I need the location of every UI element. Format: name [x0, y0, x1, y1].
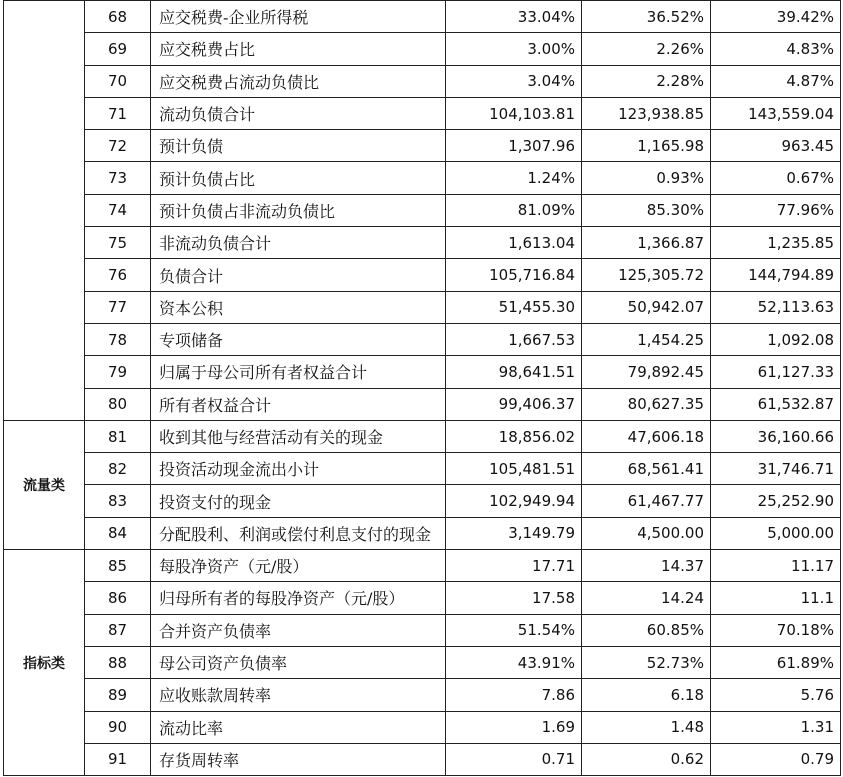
- value-cell-col1: 7.86: [446, 679, 582, 711]
- value-cell-col3: 1,235.85: [711, 227, 841, 259]
- value-cell-col1: 104,103.81: [446, 97, 582, 129]
- row-number-cell: 72: [85, 130, 151, 162]
- row-number-cell: 78: [85, 323, 151, 355]
- value-cell-col2: 4,500.00: [582, 517, 711, 549]
- value-cell-col3: 0.79: [711, 743, 841, 775]
- item-name-cell: 应收账款周转率: [151, 679, 446, 711]
- value-cell-col3: 25,252.90: [711, 485, 841, 517]
- row-number-cell: 82: [85, 453, 151, 485]
- item-name-cell: 专项储备: [151, 323, 446, 355]
- value-cell-col1: 1,613.04: [446, 227, 582, 259]
- value-cell-col2: 80,627.35: [582, 388, 711, 420]
- value-cell-col1: 3.00%: [446, 33, 582, 65]
- row-number-cell: 87: [85, 614, 151, 646]
- value-cell-col3: 0.67%: [711, 162, 841, 194]
- value-cell-col1: 51.54%: [446, 614, 582, 646]
- value-cell-col2: 60.85%: [582, 614, 711, 646]
- row-number-cell: 81: [85, 420, 151, 452]
- item-name-cell: 分配股利、利润或偿付利息支付的现金: [151, 517, 446, 549]
- value-cell-col2: 68,561.41: [582, 453, 711, 485]
- table-row: [4, 65, 841, 97]
- value-cell-col2: 1,366.87: [582, 227, 711, 259]
- row-number-cell: 79: [85, 356, 151, 388]
- table-row: [4, 420, 841, 452]
- category-cell: 流量类: [4, 420, 85, 549]
- value-cell-col1: 3,149.79: [446, 517, 582, 549]
- item-name-cell: 预计负债占比: [151, 162, 446, 194]
- table-row: [4, 517, 841, 549]
- financial-data-table: [3, 0, 841, 776]
- row-number-cell: 73: [85, 162, 151, 194]
- value-cell-col2: 61,467.77: [582, 485, 711, 517]
- table-row: [4, 227, 841, 259]
- table-row: [4, 582, 841, 614]
- value-cell-col1: 102,949.94: [446, 485, 582, 517]
- value-cell-col3: 11.1: [711, 582, 841, 614]
- row-number-cell: 74: [85, 194, 151, 226]
- item-name-cell: 预计负债: [151, 130, 446, 162]
- value-cell-col2: 14.24: [582, 582, 711, 614]
- value-cell-col3: 77.96%: [711, 194, 841, 226]
- row-number-cell: 70: [85, 65, 151, 97]
- item-name-cell: 流动负债合计: [151, 97, 446, 129]
- table-row: [4, 743, 841, 775]
- value-cell-col2: 14.37: [582, 550, 711, 582]
- value-cell-col1: 3.04%: [446, 65, 582, 97]
- value-cell-col2: 79,892.45: [582, 356, 711, 388]
- row-number-cell: 76: [85, 259, 151, 291]
- value-cell-col3: 61.89%: [711, 646, 841, 678]
- value-cell-col3: 11.17: [711, 550, 841, 582]
- value-cell-col1: 43.91%: [446, 646, 582, 678]
- row-number-cell: 91: [85, 743, 151, 775]
- value-cell-col2: 2.28%: [582, 65, 711, 97]
- value-cell-col3: 1,092.08: [711, 323, 841, 355]
- value-cell-col3: 31,746.71: [711, 453, 841, 485]
- item-name-cell: 每股净资产（元/股）: [151, 550, 446, 582]
- value-cell-col2: 1,165.98: [582, 130, 711, 162]
- table-row: [4, 97, 841, 129]
- item-name-cell: 资本公积: [151, 291, 446, 323]
- value-cell-col1: 105,716.84: [446, 259, 582, 291]
- value-cell-col2: 2.26%: [582, 33, 711, 65]
- value-cell-col1: 98,641.51: [446, 356, 582, 388]
- item-name-cell: 归母所有者的每股净资产（元/股）: [151, 582, 446, 614]
- table-body: [4, 1, 841, 776]
- value-cell-col2: 50,942.07: [582, 291, 711, 323]
- row-number-cell: 86: [85, 582, 151, 614]
- table-row: [4, 356, 841, 388]
- value-cell-col1: 18,856.02: [446, 420, 582, 452]
- row-number-cell: 69: [85, 33, 151, 65]
- value-cell-col1: 81.09%: [446, 194, 582, 226]
- item-name-cell: 归属于母公司所有者权益合计: [151, 356, 446, 388]
- table-row: [4, 1, 841, 33]
- item-name-cell: 预计负债占非流动负债比: [151, 194, 446, 226]
- item-name-cell: 负债合计: [151, 259, 446, 291]
- value-cell-col2: 85.30%: [582, 194, 711, 226]
- table-row: [4, 614, 841, 646]
- value-cell-col1: 99,406.37: [446, 388, 582, 420]
- row-number-cell: 71: [85, 97, 151, 129]
- item-name-cell: 流动比率: [151, 711, 446, 743]
- item-name-cell: 应交税费占流动负债比: [151, 65, 446, 97]
- value-cell-col3: 61,532.87: [711, 388, 841, 420]
- row-number-cell: 83: [85, 485, 151, 517]
- value-cell-col3: 5,000.00: [711, 517, 841, 549]
- value-cell-col2: 1,454.25: [582, 323, 711, 355]
- item-name-cell: 投资支付的现金: [151, 485, 446, 517]
- row-number-cell: 75: [85, 227, 151, 259]
- row-number-cell: 84: [85, 517, 151, 549]
- row-number-cell: 88: [85, 646, 151, 678]
- table-row: [4, 711, 841, 743]
- value-cell-col3: 70.18%: [711, 614, 841, 646]
- value-cell-col3: 52,113.63: [711, 291, 841, 323]
- value-cell-col3: 39.42%: [711, 1, 841, 33]
- value-cell-col3: 5.76: [711, 679, 841, 711]
- value-cell-col3: 144,794.89: [711, 259, 841, 291]
- item-name-cell: 投资活动现金流出小计: [151, 453, 446, 485]
- table-row: [4, 33, 841, 65]
- item-name-cell: 存货周转率: [151, 743, 446, 775]
- value-cell-col1: 105,481.51: [446, 453, 582, 485]
- item-name-cell: 母公司资产负债率: [151, 646, 446, 678]
- value-cell-col3: 143,559.04: [711, 97, 841, 129]
- value-cell-col3: 4.83%: [711, 33, 841, 65]
- table-row: [4, 679, 841, 711]
- table-row: [4, 130, 841, 162]
- table-row: [4, 162, 841, 194]
- item-name-cell: 收到其他与经营活动有关的现金: [151, 420, 446, 452]
- value-cell-col3: 61,127.33: [711, 356, 841, 388]
- value-cell-col1: 1.69: [446, 711, 582, 743]
- value-cell-col1: 51,455.30: [446, 291, 582, 323]
- value-cell-col1: 0.71: [446, 743, 582, 775]
- value-cell-col3: 36,160.66: [711, 420, 841, 452]
- item-name-cell: 所有者权益合计: [151, 388, 446, 420]
- table-row: [4, 194, 841, 226]
- row-number-cell: 80: [85, 388, 151, 420]
- value-cell-col1: 17.71: [446, 550, 582, 582]
- table-row: [4, 259, 841, 291]
- value-cell-col2: 6.18: [582, 679, 711, 711]
- row-number-cell: 85: [85, 550, 151, 582]
- value-cell-col3: 963.45: [711, 130, 841, 162]
- value-cell-col2: 125,305.72: [582, 259, 711, 291]
- value-cell-col2: 36.52%: [582, 1, 711, 33]
- table-row: [4, 646, 841, 678]
- value-cell-col1: 1,307.96: [446, 130, 582, 162]
- value-cell-col2: 52.73%: [582, 646, 711, 678]
- value-cell-col3: 4.87%: [711, 65, 841, 97]
- row-number-cell: 77: [85, 291, 151, 323]
- item-name-cell: 应交税费占比: [151, 33, 446, 65]
- value-cell-col2: 123,938.85: [582, 97, 711, 129]
- value-cell-col2: 1.48: [582, 711, 711, 743]
- category-cell: 指标类: [4, 550, 85, 776]
- value-cell-col3: 1.31: [711, 711, 841, 743]
- row-number-cell: 90: [85, 711, 151, 743]
- table-row: [4, 550, 841, 582]
- item-name-cell: 非流动负债合计: [151, 227, 446, 259]
- value-cell-col2: 0.62: [582, 743, 711, 775]
- item-name-cell: 合并资产负债率: [151, 614, 446, 646]
- table-row: [4, 323, 841, 355]
- value-cell-col1: 17.58: [446, 582, 582, 614]
- item-name-cell: 应交税费-企业所得税: [151, 1, 446, 33]
- value-cell-col1: 1.24%: [446, 162, 582, 194]
- table-row: [4, 291, 841, 323]
- value-cell-col1: 33.04%: [446, 1, 582, 33]
- value-cell-col2: 0.93%: [582, 162, 711, 194]
- row-number-cell: 89: [85, 679, 151, 711]
- category-cell: [4, 1, 85, 421]
- table-row: [4, 453, 841, 485]
- row-number-cell: 68: [85, 1, 151, 33]
- table-row: [4, 485, 841, 517]
- value-cell-col1: 1,667.53: [446, 323, 582, 355]
- table-row: [4, 388, 841, 420]
- value-cell-col2: 47,606.18: [582, 420, 711, 452]
